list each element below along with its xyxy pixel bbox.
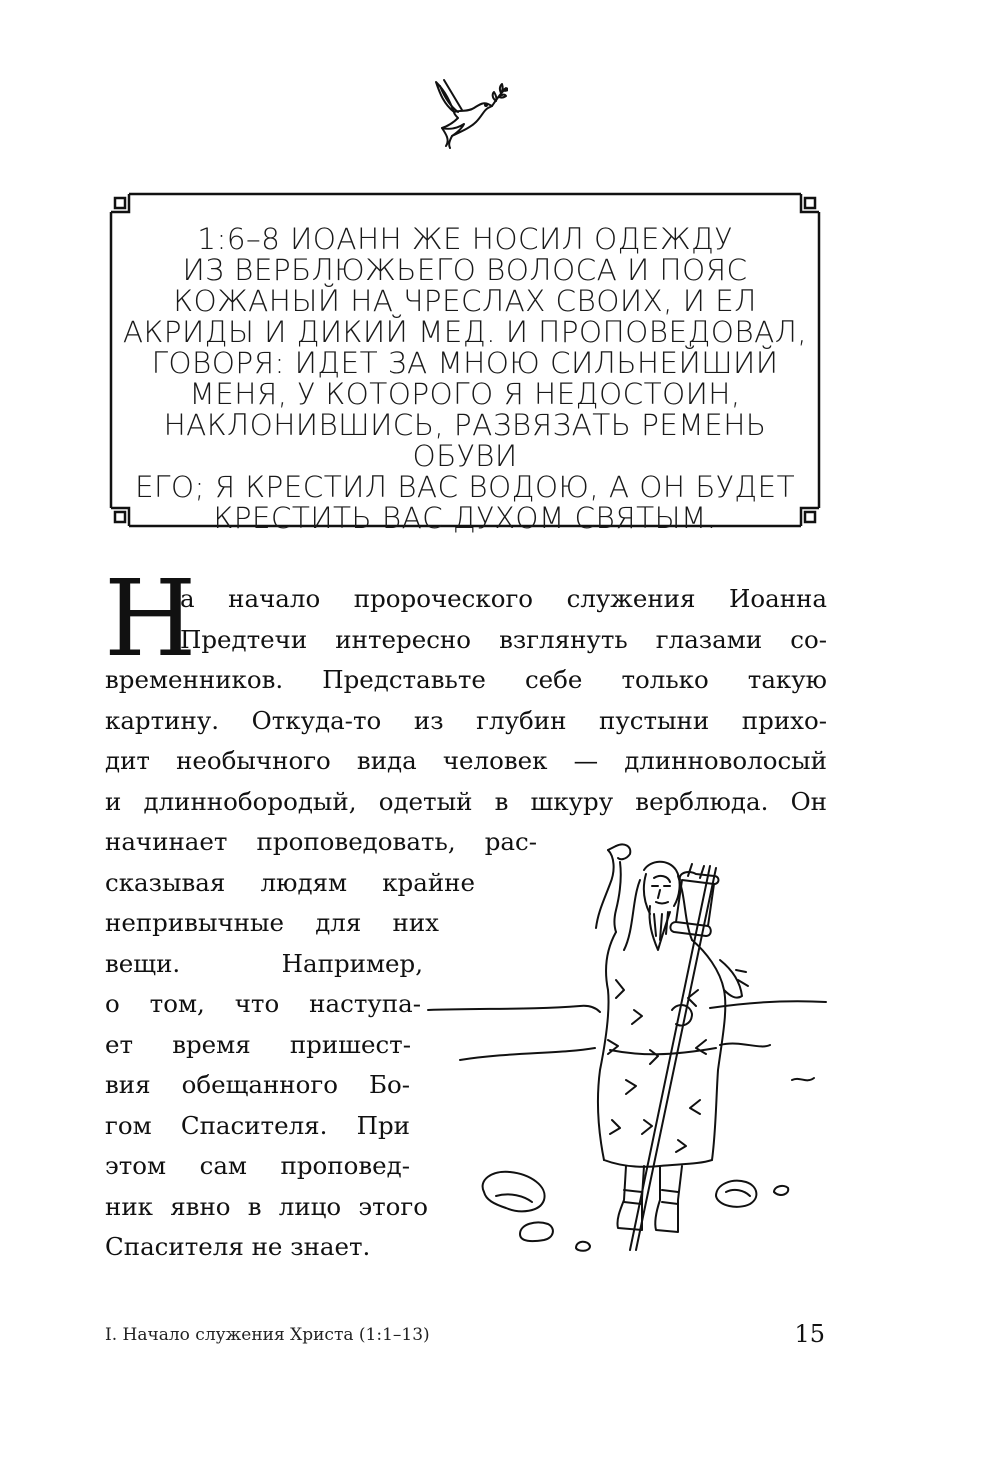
body-line: непривычные для них [105, 908, 439, 937]
quote-line: ЕГО; Я КРЕСТИЛ ВАС ВОДОЮ, А ОН БУДЕТ [134, 470, 796, 504]
body-line: картину. Откуда-то из глубин пустыни прихо- [105, 706, 827, 735]
body-line: о том, что наступа- [105, 989, 421, 1018]
body-line: этом сам проповед- [105, 1151, 410, 1180]
quote-line: ИЗ ВЕРБЛЮЖЬЕГО ВОЛОСА И ПОЯС [182, 253, 748, 287]
body-line: а начало пророческого служения Иоанна [180, 584, 827, 613]
quote-line: КОЖАНЫЙ НА ЧРЕСЛАХ СВОИХ, И ЕЛ [173, 284, 757, 318]
quote-line: ГОВОРЯ: ИДЕТ ЗА МНОЮ СИЛЬНЕЙШИЙ [151, 346, 779, 380]
quote-line: АКРИДЫ И ДИКИЙ МЕД. И ПРОПОВЕДОВАЛ, [122, 315, 808, 349]
body-line: и длиннобородый, одетый в шкуру верблюда. Он [105, 787, 827, 816]
body-line: сказывая людям крайне [105, 868, 475, 897]
body-line: ет время пришест- [105, 1030, 411, 1059]
quote-line: НАКЛОНИВШИСЬ, РАЗВЯЗАТЬ РЕМЕНЬ ОБУВИ [163, 408, 767, 473]
running-footer: I. Начало служения Христа (1:1–13) [105, 1325, 430, 1345]
body-line: вия обещанного Бо- [105, 1070, 410, 1099]
john-the-baptist-illustration [420, 840, 840, 1260]
body-line: ник явно в лицо этого [105, 1192, 428, 1221]
scripture-quote-box [107, 190, 823, 535]
body-line: вещи. Например, [105, 949, 423, 978]
drop-cap: Н [104, 557, 197, 680]
quote-text [107, 224, 823, 534]
body-line: гом Спасителя. При [105, 1111, 410, 1140]
quote-line: МЕНЯ, У КОТОРОГО Я НЕДОСТОИН, [189, 377, 741, 411]
body-line: Спасителя не знает. [105, 1232, 371, 1261]
body-line: начинает проповедовать, рас- [105, 827, 537, 856]
quote-line: 1:6–8 ИОАНН ЖЕ НОСИЛ ОДЕЖДУ [197, 222, 733, 256]
quote-line: КРЕСТИТЬ ВАС ДУХОМ СВЯТЫМ. [213, 501, 717, 535]
body-line: Предтечи интересно взглянуть глазами со- [180, 625, 827, 654]
body-line: дит необычного вида человек — длинноволосый [105, 746, 827, 775]
body-line: временников. Представьте себе только такую [105, 665, 827, 694]
dove-icon [428, 76, 508, 152]
page-number: 15 [794, 1320, 825, 1348]
